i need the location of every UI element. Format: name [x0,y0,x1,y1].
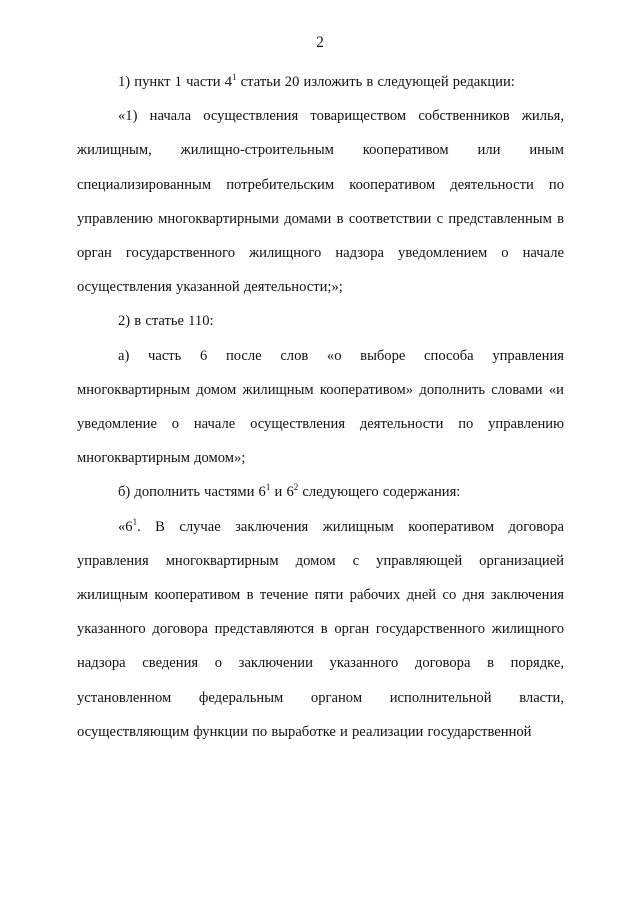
paragraph-text: 2) в статье 110: [118,313,214,330]
superscript: 1 [132,516,138,527]
paragraph-quoted-part-6-1 [77,510,564,749]
paragraph-text: а) часть 6 после слов «о выборе способа управления многоквартирным домом жилищным кооперативом» дополнить словами «и уведомление о начале осуществления деятельности по управлению многоквартирным домом»; [77,347,564,467]
paragraph-subitem-a [77,339,564,476]
superscript: 2 [293,482,299,493]
paragraph-text: «6 [118,518,133,535]
paragraph-text: следующего содержания: [298,484,461,501]
paragraph-item-1 [77,65,564,99]
paragraph-text: и 6 [270,484,294,501]
superscript: 1 [232,72,237,82]
paragraph-text: б) дополнить частями 6 [118,484,266,501]
paragraph-text: «1) начала осуществления товариществом собственников жилья, жилищным, жилищно-строительным кооперативом или иным специализированным потребительским кооперативом деятельности по управлению многоквартирными домами в соответствии с представленным в орган государственного жилищного надзора уведомлением о начале осуществления указанной деятельности;»; [77,108,564,296]
paragraph-item-2 [77,304,564,338]
document-body [77,65,564,749]
paragraph-text: 1) пункт 1 части 4 [118,74,233,90]
superscript: 1 [265,482,271,493]
paragraph-text: статьи 20 изложить в следующей редакции: [236,74,515,90]
page-number: 2 [316,34,324,51]
paragraph-quoted-item-1 [77,99,564,304]
paragraph-subitem-b [77,475,564,509]
paragraph-text: . В случае заключения жилищным кооперативом договора управления многоквартирным домом с управляющей организацией жилищным кооперативом в течение пяти рабочих дней со дня заключения указанного договора представляются в орган государственного жилищного надзора сведения о заключении указанного договора в порядке, установленном федеральным органом исполнительной власти, осуществляющим функции по выработке и реализации государственной [77,518,564,740]
